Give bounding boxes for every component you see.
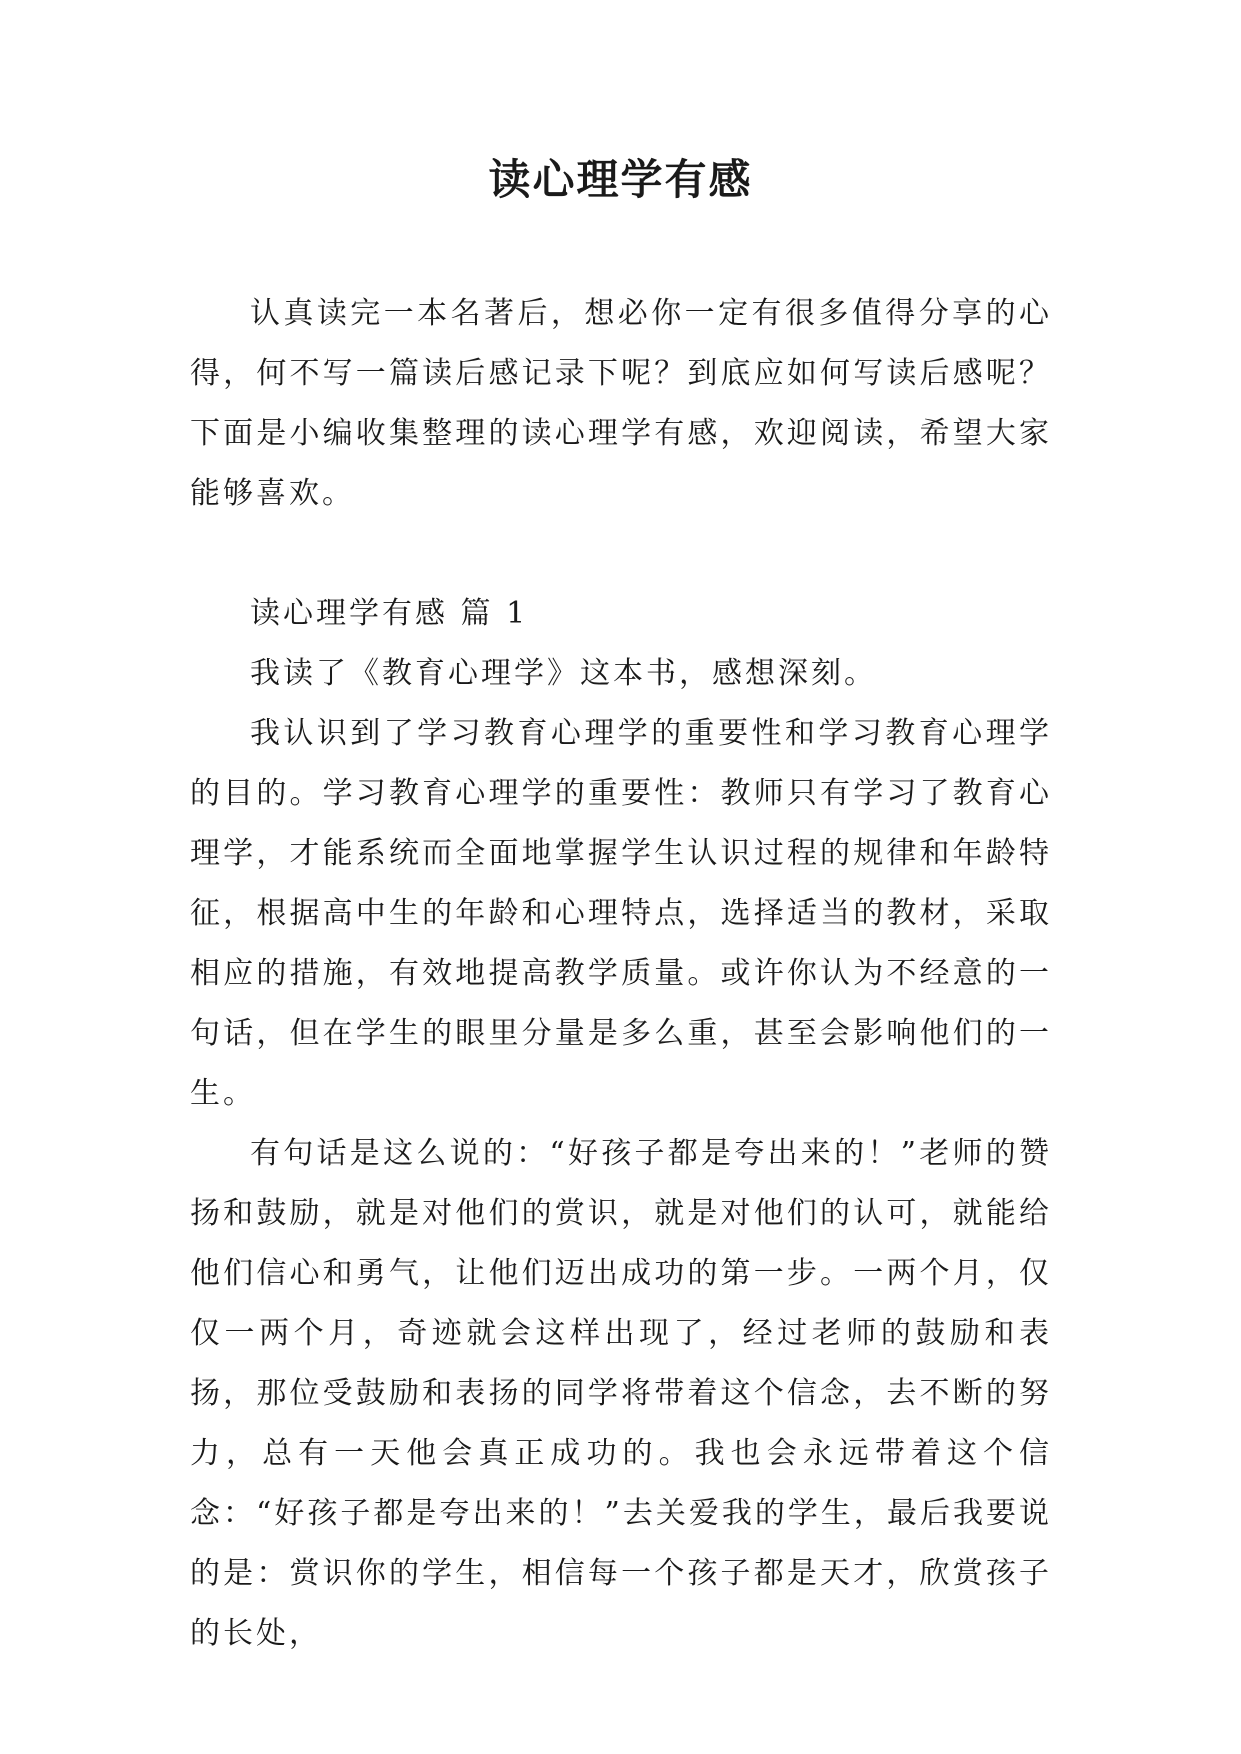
body-paragraph-2: 我认识到了学习教育心理学的重要性和学习教育心理学的目的。学习教育心理学的重要性：教师只有学习了教育心理学，才能系统而全面地掌握学生认识过程的规律和年龄特征，根据高中生的年龄和心理特点，选择适当的教材，采取相应的措施，有效地提高教学质量。或许你认为不经意的一句话，但在学生的眼里分量是多么重，甚至会影响他们的一生。 (190, 716, 1052, 1111)
section-heading: 读心理学有感 篇 1 (250, 596, 529, 631)
page-title: 读心理学有感 (488, 155, 753, 204)
body-paragraph-3: 有句话是这么说的：“好孩子都是夸出来的！”老师的赞扬和鼓励，就是对他们的赏识，就是对他们的认可，就能给他们信心和勇气，让他们迈出成功的第一步。一两个月，仅仅一两个月，奇迹就会这样出现了，经过老师的鼓励和表扬，那位受鼓励和表扬的同学将带着这个信念，去不断的努力，总有一天他会真正成功的。我也会永远带着这个信念：“好孩子都是夸出来的！”去关爱我的学生，最后我要说的是：赏识你的学生，相信每一个孩子都是天才，欣赏孩子的长处， (190, 1136, 1052, 1651)
document-body (190, 284, 1052, 1664)
intro-paragraph: 认真读完一本名著后，想必你一定有很多值得分享的心得，何不写一篇读后感记录下呢？到底应如何写读后感呢？下面是小编收集整理的读心理学有感，欢迎阅读，希望大家能够喜欢。 (190, 296, 1052, 511)
body-paragraph-1: 我读了《教育心理学》这本书，感想深刻。 (250, 656, 877, 691)
